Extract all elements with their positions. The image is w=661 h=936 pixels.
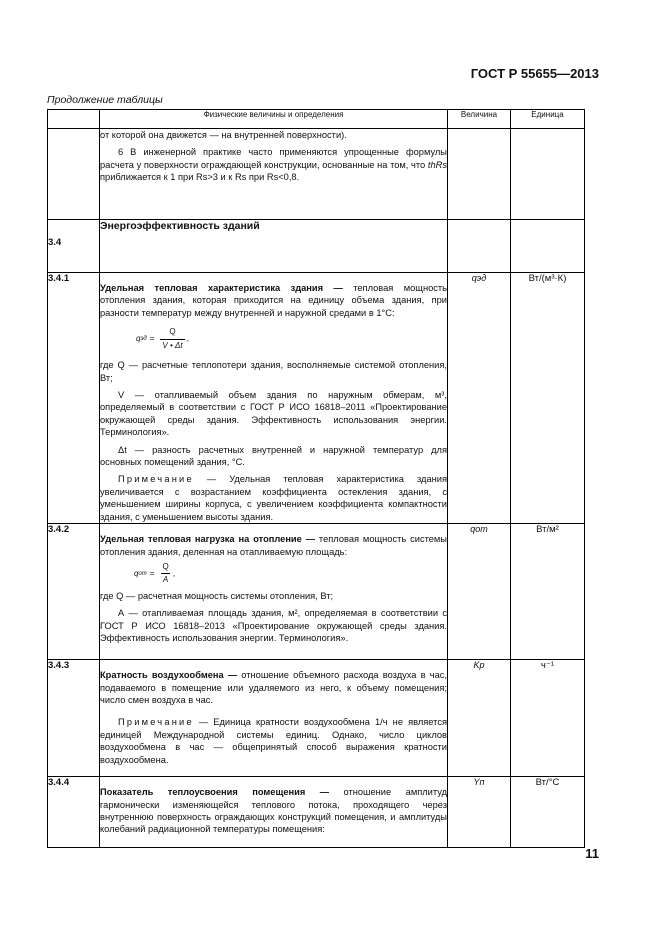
note-6: 6 В инженерной практике часто применяются упрощенные формулы расчета у поверхности ограждающей конструкции, основанные на том, что thRs приближается к 1 при Rs>3 и к Rs при Rs<0,8. — [100, 147, 447, 183]
quantity-symbol: Kp — [448, 660, 511, 777]
section-row — [48, 220, 585, 273]
header-unit: Единица — [511, 110, 585, 129]
entry-definition: Удельная тепловая характеристика здания — тепловая мощность отопления здания, которая приходится на единицу объема здания, при разности температур между внутренней и наружной средами в 1°С: q эд = $\frac{Q}{V • \Delta t}$ , где Q — расчетные теплопотери здания, восполняемые системой отопления, Вт; V — отапливаемый объем здания по наружным обмерам, м³, определяемый в соответствии с ГОСТ Р ИСО 16818–2011 «Проектирование окружающей среды здания. Эффективность использования энергии. Терминология». Δt — разность расчетных внутренней и наружной температур для основных помещений здания, °С. Примечание — Удельная тепловая характеристика здания увеличивается с возрастанием коэффициента остекления здания, с уменьшением ширины корпуса, с увеличением коэффициента компактности здания, с уменьшением высоты здания. — [100, 273, 448, 524]
table-continuation-label: Продолжение таблицы — [47, 94, 163, 106]
unit: Вт/°С — [511, 777, 585, 848]
definitions-table — [47, 109, 585, 848]
entry-number: 3.4.3 — [48, 660, 100, 777]
table-row — [48, 273, 585, 524]
entry-number: 3.4.4 — [48, 777, 100, 848]
term: Кратность воздухообмена — — [100, 670, 238, 681]
header-definitions: Физические величины и определения — [100, 110, 448, 129]
document-standard-header: ГОСТ Р 55655—2013 — [470, 66, 599, 81]
quantity-symbol: qот — [448, 524, 511, 660]
formula: q от = $\frac{Q}{A}$ , — [134, 560, 447, 588]
section-title: Энергоэффективность зданий — [100, 220, 448, 273]
formula: q эд = $\frac{Q}{V • \Delta t}$ , — [136, 325, 447, 353]
continued-definition: от которой она движется — на внутренней поверхности). 6 В инженерной практике часто применяются упрощенные формулы расчета у поверхности ограждающей конструкции, основанные на том, что thRs приближается к 1 при Rs>3 и к Rs при Rs<0,8. — [100, 129, 448, 220]
entry-definition: Показатель теплоусвоения помещения — отношение амплитуд гармонически изменяющейся теплового потока, проходящего через внутреннюю поверхность ограждающих конструкций помещения, и амплитуды колебаний радиационной температуры помещения: — [100, 777, 448, 848]
section-number: 3.4 — [48, 220, 100, 273]
entry-definition: Кратность воздухообмена — отношение объемного расхода воздуха в час, подаваемого в помещение или удаляемого из него, к объему помещения; число смен воздуха в час. Примечание — Единица кратности воздухообмена 1/ч не является единицей Международной системы единиц. Однако, число циклов воздухообмена в час — общепринятый способ выражения кратности воздухообмена. — [100, 660, 448, 777]
term: Удельная тепловая характеристика здания — — [100, 283, 343, 293]
table-row — [48, 129, 585, 220]
header-number — [48, 110, 100, 129]
unit: Вт/м² — [511, 524, 585, 660]
term: Удельная тепловая нагрузка на отопление — — [100, 534, 316, 545]
table-row — [48, 777, 585, 848]
term: Показатель теплоусвоения помещения — — [100, 787, 330, 798]
quantity-symbol: qэд — [448, 273, 511, 524]
table-header-row — [48, 110, 585, 129]
entry-number: 3.4.2 — [48, 524, 100, 660]
page-number: 11 — [585, 846, 599, 861]
table-row — [48, 660, 585, 777]
unit: ч⁻¹ — [511, 660, 585, 777]
unit: Вт/(м³·К) — [511, 273, 585, 524]
header-quantity: Величина — [448, 110, 511, 129]
quantity-symbol: Yп — [448, 777, 511, 848]
entry-number: 3.4.1 — [48, 273, 100, 524]
entry-definition: Удельная тепловая нагрузка на отопление — тепловая мощность системы отопления здания, деленная на отапливаемую площадь: q от = $\frac{Q}{A}$ , где Q — расчетная мощность системы отопления, Вт; А — отапливаемая площадь здания, м², определяемая в соответствии с ГОСТ Р ИСО 16818–2013 «Проектирование окружающей среды здания. Эффективность использования энергии. Терминология». — [100, 524, 448, 660]
table-row — [48, 524, 585, 660]
